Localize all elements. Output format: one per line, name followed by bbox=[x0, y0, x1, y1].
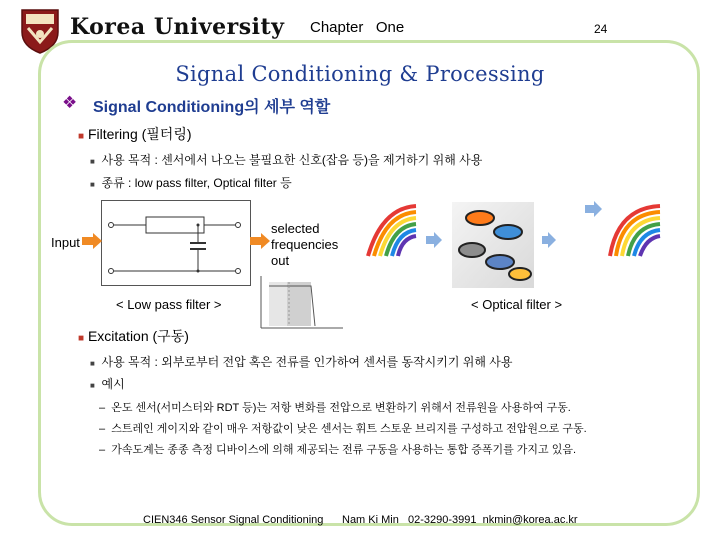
section-heading: Signal Conditioning의 세부 역할 bbox=[93, 99, 331, 116]
low-pass-caption: < Low pass filter > bbox=[116, 297, 222, 312]
square-bullet-icon: ■ bbox=[78, 333, 85, 344]
dot-bullet-icon: ■ bbox=[90, 157, 95, 166]
frequency-response-graph bbox=[255, 272, 347, 334]
university-name: Korea University bbox=[70, 14, 285, 40]
input-spectrum-icon bbox=[368, 206, 416, 256]
slide-number: 24 bbox=[594, 22, 608, 36]
filtering-item bbox=[78, 124, 192, 144]
example-item: – 스트레인 게이지와 같이 매우 저항값이 낮은 센서는 휘트 스토운 브리지를 구성하고 전압원으로 구동. bbox=[99, 423, 587, 435]
dot-bullet-icon: ■ bbox=[90, 359, 95, 368]
footer-course: CIEN346 Sensor Signal Conditioning bbox=[143, 514, 324, 526]
optical-filter-illustration bbox=[360, 196, 580, 296]
example-item: – 가속도계는 종종 측정 디바이스에 의해 제공되는 전류 구동을 사용하는 통합 증폭기를 가지고 있음. bbox=[99, 444, 577, 456]
excitation-purpose: ■ 사용 목적 : 외부로부터 전압 혹은 전류를 인가하여 센서를 동작시키기 위해 사용 bbox=[90, 355, 513, 369]
dot-bullet-icon: ■ bbox=[90, 381, 95, 390]
output-arrow-icon bbox=[250, 233, 270, 249]
excitation-examples-label: ■ 예시 bbox=[90, 377, 125, 391]
optical-filter-caption: < Optical filter > bbox=[471, 297, 563, 312]
excitation-label: Excitation (구동) bbox=[87, 328, 189, 344]
input-label: Input bbox=[51, 235, 80, 250]
low-pass-circuit bbox=[101, 200, 251, 286]
dot-bullet-icon: ■ bbox=[90, 180, 95, 189]
chapter-label: Chapter One bbox=[310, 19, 405, 36]
slide-title: Signal Conditioning & Processing bbox=[175, 62, 545, 86]
right-arrow-icon bbox=[585, 200, 603, 218]
filtering-types: ■ 종류 : low pass filter, Optical filter 등 bbox=[90, 176, 292, 190]
excitation-item bbox=[78, 326, 189, 346]
footer-contact: Nam Ki Min 02-3290-3991 nkmin@korea.ac.kr bbox=[342, 514, 578, 526]
filtering-label: Filtering (필터링) bbox=[87, 126, 192, 142]
diamond-bullet-icon: ❖ bbox=[62, 93, 78, 113]
filtering-purpose: ■ 사용 목적 : 센서에서 나오는 불필요한 신호(잡음 등)을 제거하기 위해 사용 bbox=[90, 153, 483, 167]
output-label: selected frequencies out bbox=[271, 221, 339, 268]
example-item: – 온도 센서(서미스터와 RDT 등)는 저항 변화를 전압으로 변환하기 위해서 전류원을 사용하여 구동. bbox=[99, 402, 571, 414]
square-bullet-icon: ■ bbox=[78, 131, 85, 142]
input-arrow-icon bbox=[82, 233, 102, 249]
output-spectrum-icon bbox=[604, 200, 664, 260]
low-pass-circuit-schematic bbox=[102, 201, 250, 285]
